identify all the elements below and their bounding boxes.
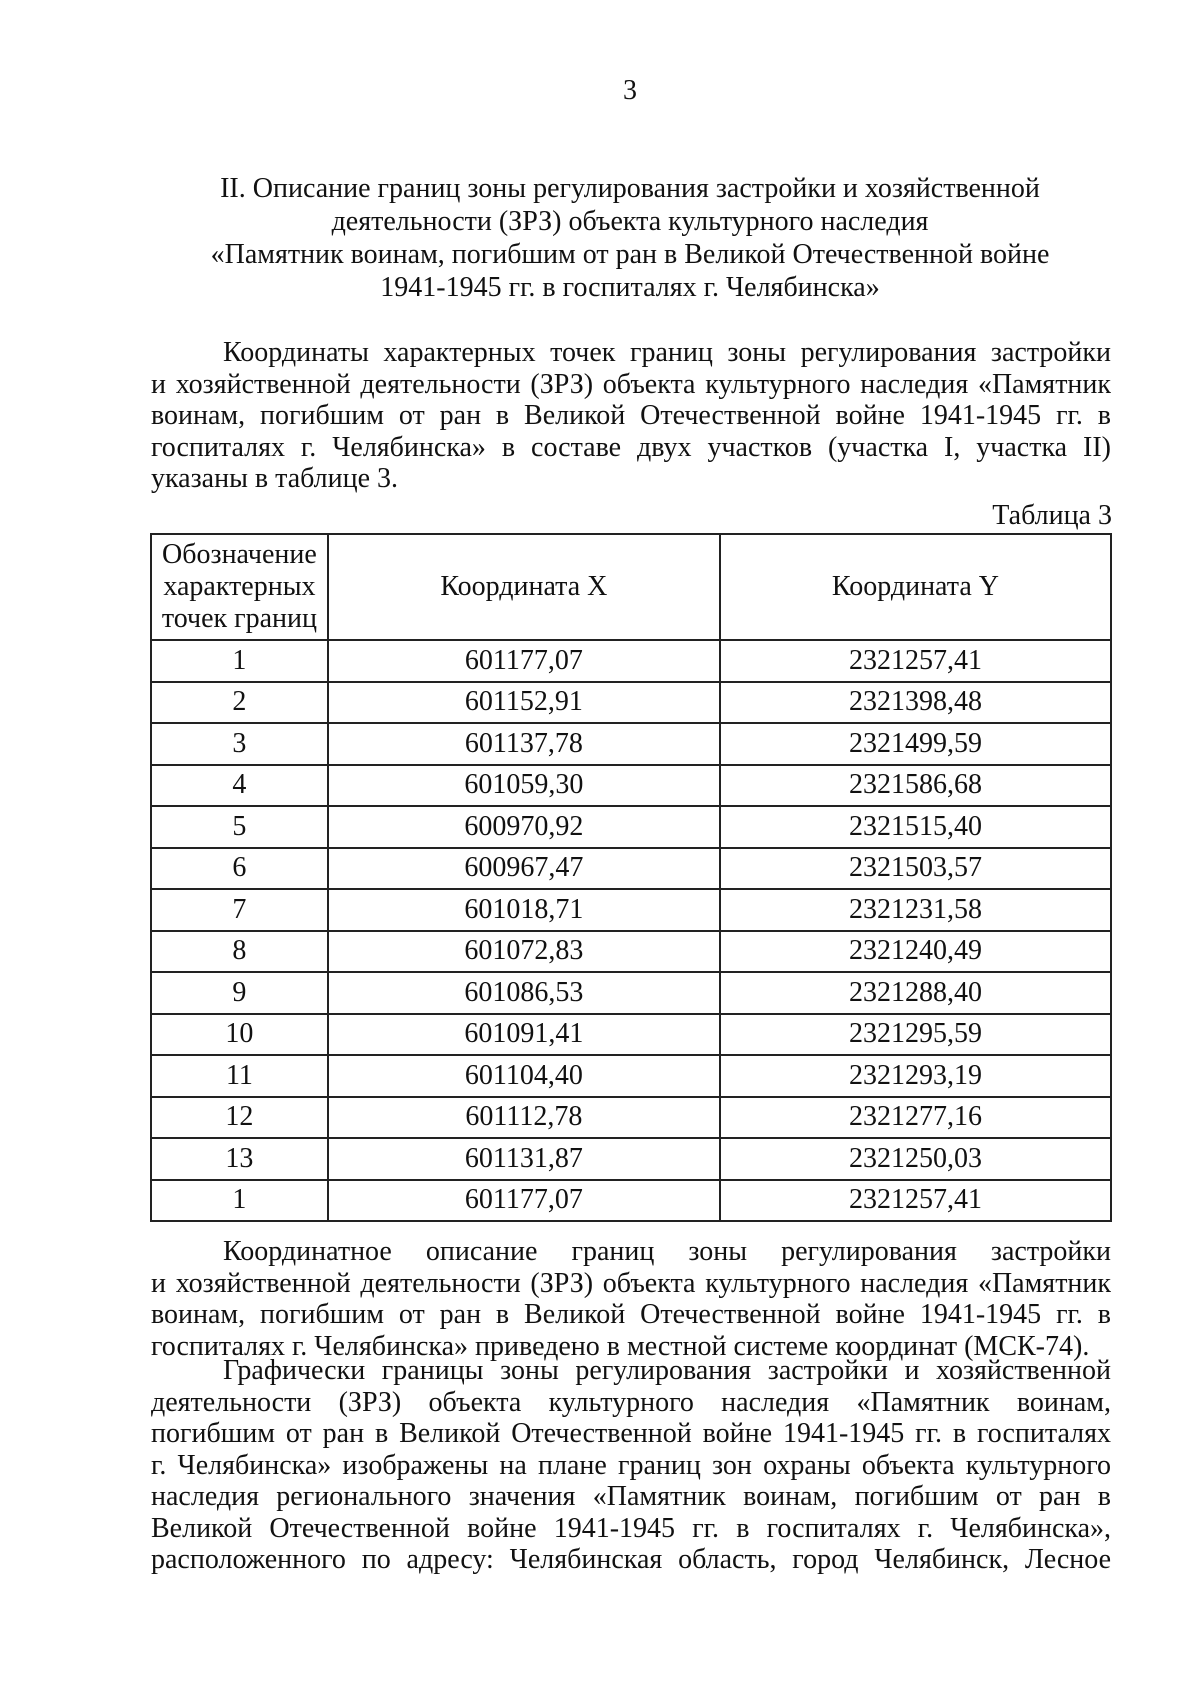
cell-x: 601177,07 bbox=[328, 1180, 720, 1222]
cell-x: 601018,71 bbox=[328, 889, 720, 931]
cell-x: 601177,07 bbox=[328, 640, 720, 682]
cell-y: 2321293,19 bbox=[720, 1055, 1111, 1097]
table-row bbox=[151, 848, 1111, 890]
cell-point: 9 bbox=[151, 972, 328, 1014]
table-row bbox=[151, 1055, 1111, 1097]
header-line: точек границ bbox=[161, 603, 317, 634]
page-number: 3 bbox=[623, 75, 637, 106]
cell-x: 600967,47 bbox=[328, 848, 720, 890]
cell-point: 8 bbox=[151, 931, 328, 973]
graphic-description-paragraph bbox=[151, 1355, 1111, 1576]
header-line: Обозначение bbox=[162, 539, 317, 570]
cell-y: 2321503,57 bbox=[720, 848, 1111, 890]
section-heading bbox=[150, 172, 1110, 304]
cell-point: 4 bbox=[151, 765, 328, 807]
table-caption: Таблица 3 bbox=[992, 500, 1112, 531]
table-header-row bbox=[151, 534, 1111, 640]
coordinates-table bbox=[150, 533, 1112, 1222]
intro-paragraph bbox=[151, 337, 1111, 495]
paragraph-line: Координатное описание границ зоны регулирования застройки bbox=[223, 1236, 1111, 1267]
paragraph-line: наследия регионального значения «Памятник воинам, погибшим от ран в bbox=[151, 1481, 1111, 1512]
header-coordinate-y: Координата Y bbox=[720, 534, 1111, 640]
cell-x: 601104,40 bbox=[328, 1055, 720, 1097]
cell-point: 12 bbox=[151, 1097, 328, 1139]
cell-x: 601152,91 bbox=[328, 682, 720, 724]
paragraph-line: Координаты характерных точек границ зоны регулирования застройки bbox=[223, 337, 1111, 368]
heading-line: 1941-1945 гг. в госпиталях г. Челябинска» bbox=[380, 272, 880, 303]
cell-point: 10 bbox=[151, 1014, 328, 1056]
cell-x: 601086,53 bbox=[328, 972, 720, 1014]
cell-y: 2321240,49 bbox=[720, 931, 1111, 973]
paragraph-line: и хозяйственной деятельности (ЗРЗ) объекта культурного наследия «Памятник bbox=[151, 1267, 1111, 1299]
cell-y: 2321398,48 bbox=[720, 682, 1111, 724]
cell-point: 6 bbox=[151, 848, 328, 890]
coordinate-description-paragraph bbox=[151, 1236, 1111, 1362]
paragraph-line: и хозяйственной деятельности (ЗРЗ) объекта культурного наследия «Памятник bbox=[151, 368, 1111, 400]
table-row bbox=[151, 1138, 1111, 1180]
cell-x: 601131,87 bbox=[328, 1138, 720, 1180]
cell-y: 2321515,40 bbox=[720, 806, 1111, 848]
header-line: характерных bbox=[163, 571, 316, 602]
paragraph-line: г. Челябинска» изображены на плане границ зон охраны объекта культурного bbox=[151, 1449, 1111, 1481]
table-row bbox=[151, 640, 1111, 682]
cell-y: 2321277,16 bbox=[720, 1097, 1111, 1139]
paragraph-line: Графически границы зоны регулирования застройки и хозяйственной bbox=[223, 1355, 1111, 1386]
cell-point: 13 bbox=[151, 1138, 328, 1180]
cell-point: 1 bbox=[151, 1180, 328, 1222]
cell-y: 2321250,03 bbox=[720, 1138, 1111, 1180]
header-point-designation bbox=[151, 534, 328, 640]
cell-x: 601059,30 bbox=[328, 765, 720, 807]
table-row bbox=[151, 806, 1111, 848]
cell-y: 2321257,41 bbox=[720, 1180, 1111, 1222]
paragraph-line: деятельности (ЗРЗ) объекта культурного наследия «Памятник воинам, bbox=[151, 1386, 1111, 1418]
cell-y: 2321231,58 bbox=[720, 889, 1111, 931]
paragraph-line: воинам, погибшим от ран в Великой Отечественной войне 1941-1945 гг. в bbox=[151, 1299, 1111, 1330]
table-row bbox=[151, 1014, 1111, 1056]
paragraph-line: расположенного по адресу: Челябинская область, город Челябинск, Лесное bbox=[151, 1544, 1111, 1575]
table-row bbox=[151, 1097, 1111, 1139]
paragraph-line: Великой Отечественной войне 1941-1945 гг. в госпиталях г. Челябинска», bbox=[151, 1512, 1111, 1544]
table-row bbox=[151, 972, 1111, 1014]
cell-point: 1 bbox=[151, 640, 328, 682]
cell-y: 2321499,59 bbox=[720, 723, 1111, 765]
table-row bbox=[151, 931, 1111, 973]
cell-point: 11 bbox=[151, 1055, 328, 1097]
paragraph-line: указаны в таблице 3. bbox=[151, 463, 399, 494]
cell-point: 2 bbox=[151, 682, 328, 724]
cell-x: 601091,41 bbox=[328, 1014, 720, 1056]
table-row bbox=[151, 723, 1111, 765]
heading-line: деятельности (ЗРЗ) объекта культурного наследия bbox=[331, 206, 929, 237]
heading-line: II. Описание границ зоны регулирования застройки и хозяйственной bbox=[220, 173, 1040, 204]
cell-x: 601137,78 bbox=[328, 723, 720, 765]
cell-y: 2321257,41 bbox=[720, 640, 1111, 682]
cell-x: 601072,83 bbox=[328, 931, 720, 973]
table-row bbox=[151, 765, 1111, 807]
paragraph-line: воинам, погибшим от ран в Великой Отечественной войне 1941-1945 гг. в bbox=[151, 400, 1111, 431]
heading-line: «Памятник воинам, погибшим от ран в Великой Отечественной войне bbox=[210, 239, 1050, 270]
cell-y: 2321295,59 bbox=[720, 1014, 1111, 1056]
table-row bbox=[151, 889, 1111, 931]
paragraph-line: погибшим от ран в Великой Отечественной войне 1941-1945 гг. в госпиталях bbox=[151, 1418, 1111, 1449]
cell-point: 7 bbox=[151, 889, 328, 931]
cell-y: 2321288,40 bbox=[720, 972, 1111, 1014]
cell-point: 3 bbox=[151, 723, 328, 765]
cell-x: 601112,78 bbox=[328, 1097, 720, 1139]
paragraph-line: госпиталях г. Челябинска» приведено в местной системе координат (МСК-74). bbox=[151, 1330, 1090, 1362]
table-row bbox=[151, 682, 1111, 724]
paragraph-line: госпиталях г. Челябинска» в составе двух участков (участка I, участка II) bbox=[151, 431, 1111, 463]
table-row bbox=[151, 1180, 1111, 1222]
cell-y: 2321586,68 bbox=[720, 765, 1111, 807]
header-coordinate-x: Координата X bbox=[328, 534, 720, 640]
cell-point: 5 bbox=[151, 806, 328, 848]
cell-x: 600970,92 bbox=[328, 806, 720, 848]
